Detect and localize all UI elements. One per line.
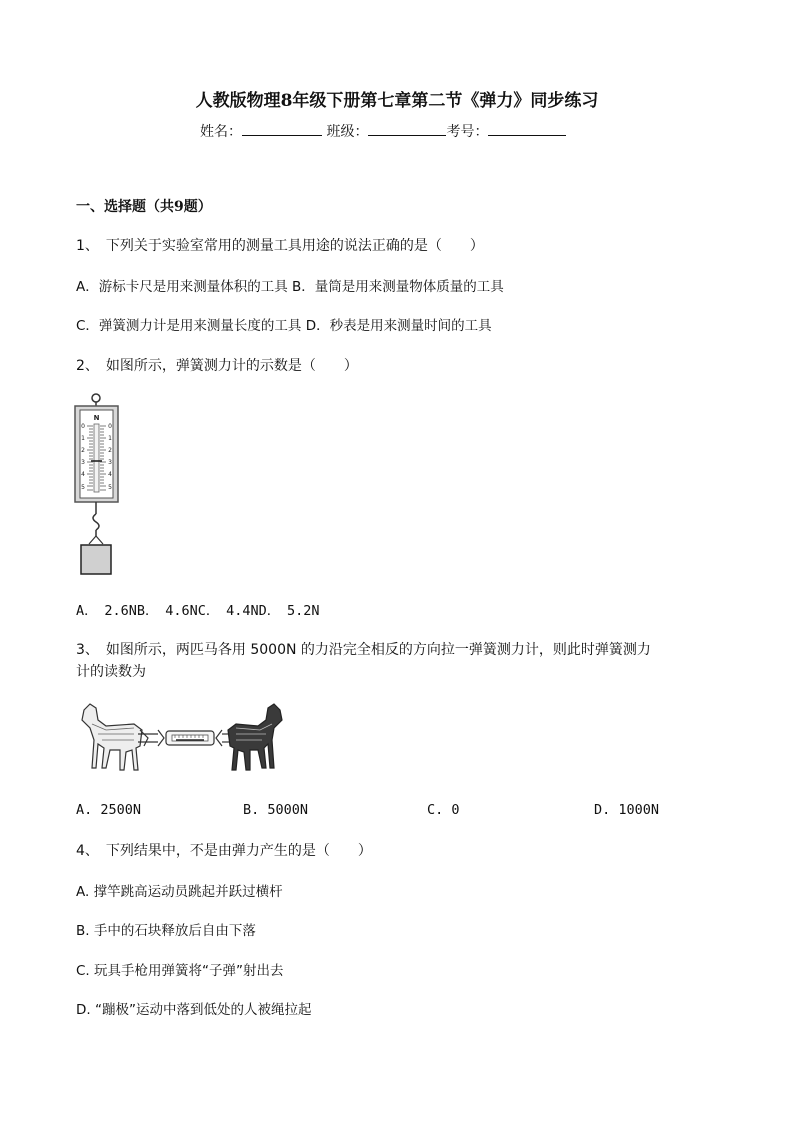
scale-right-number: 2 [108, 447, 112, 454]
scale-left-number: 4 [81, 471, 85, 478]
horses-pulling-figure [76, 700, 286, 776]
scale-unit-label: N [93, 414, 100, 422]
spring-scale-figure [72, 390, 122, 580]
question-3-option-c: C. 0 [427, 802, 460, 818]
question-4-option-c: C. 玩具手枪用弹簧将“子弹”射出去 [76, 963, 284, 979]
class-label: 班级： [326, 124, 369, 140]
left-horse-icon [82, 704, 148, 770]
class-blank[interactable] [368, 121, 446, 136]
question-3-option-b: B. 5000N [243, 802, 309, 818]
right-horse-icon [228, 704, 282, 770]
exam-no-label: 考号： [446, 124, 489, 140]
question-4-option-a: A. 撑竿跳高运动员跳起并跃过横杆 [76, 884, 283, 900]
scale-right-number: 1 [108, 435, 112, 442]
name-label: 姓名： [200, 124, 242, 140]
name-blank[interactable] [242, 121, 322, 136]
question-3-option-a: A. 2500N [76, 802, 142, 818]
question-4-stem: 4、 下列结果中，不是由弹力产生的是（ ） [76, 843, 372, 859]
question-1-options-line1: A．游标卡尺是用来测量体积的工具 B．量筒是用来测量物体质量的工具 [76, 279, 504, 295]
question-3-option-d: D. 1000N [594, 802, 660, 818]
hanging-weight [81, 545, 111, 574]
scale-right-number: 4 [108, 471, 112, 478]
question-4-option-d: D. “蹦极”运动中落到低处的人被绳拉起 [76, 1002, 312, 1018]
scale-left-number: 2 [81, 447, 85, 454]
question-1-options-line2: C．弹簧测力计是用来测量长度的工具 D．秒表是用来测量时间的工具 [76, 318, 492, 334]
student-info-line [200, 121, 566, 141]
scale-right-number: 5 [108, 484, 112, 491]
question-3-stem-line2: 计的读数为 [76, 664, 146, 680]
exam-no-blank[interactable] [488, 121, 566, 136]
scale-left-number: 0 [81, 423, 85, 430]
scale-right-number: 3 [108, 459, 112, 466]
scale-left-number: 1 [81, 435, 85, 442]
scale-right-number: 0 [108, 423, 112, 430]
document-title: 人教版物理8年级下册第七章第二节《弹力》同步练习 [195, 91, 599, 111]
scale-left-number: 3 [81, 459, 85, 466]
question-3-stem-line1: 3、 如图所示，两匹马各用 5000N 的力沿完全相反的方向拉一弹簧测力计，则此时弹簧测力 [76, 642, 651, 658]
section-heading: 一、选择题（共9题） [76, 199, 212, 215]
question-2-options: A． 2.6NB． 4.6NC． 4.4ND． 5.2N [76, 603, 320, 619]
scale-left-number: 5 [81, 484, 85, 491]
question-2-stem: 2、 如图所示，弹簧测力计的示数是（ ） [76, 358, 358, 374]
question-1-stem: 1、 下列关于实验室常用的测量工具用途的说法正确的是（ ） [76, 238, 484, 254]
question-4-option-b: B. 手中的石块释放后自由下落 [76, 923, 256, 939]
horizontal-spring-scale-icon [158, 730, 222, 746]
